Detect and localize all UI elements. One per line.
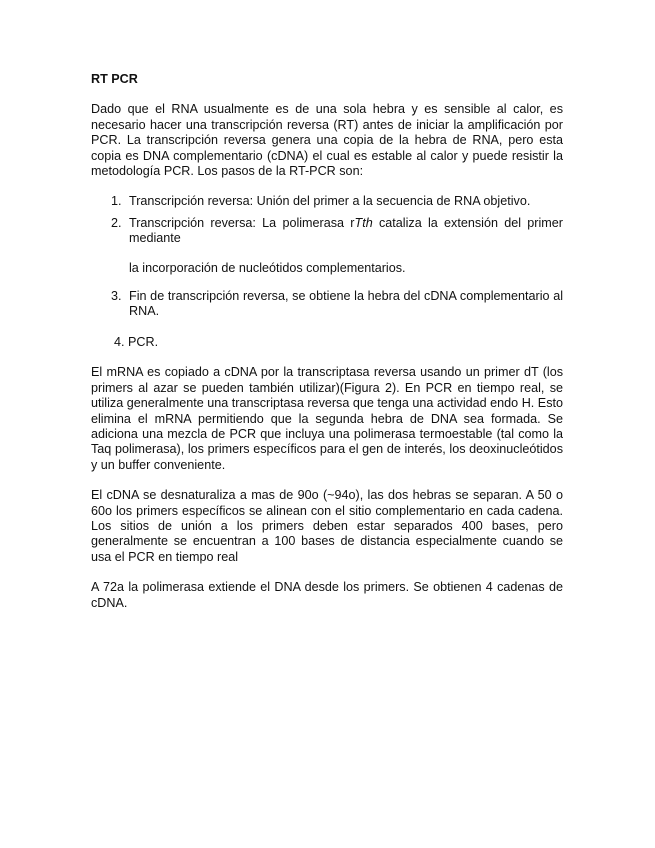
- step-text: Transcripción reversa: La polimerasa r: [129, 215, 355, 230]
- polymerase-paragraph: A 72a la polimerasa extiende el DNA desde los primers. Se obtienen 4 cadenas de cDNA.: [91, 580, 563, 610]
- rt-pcr-steps-list-continued: [91, 289, 563, 320]
- step-number: 1.: [111, 194, 122, 209]
- rt-pcr-steps-list: [91, 194, 563, 246]
- step-text: Fin de transcripción reversa, se obtiene la hebra del cDNA complementario al RNA.: [129, 289, 563, 319]
- intro-paragraph: Dado que el RNA usualmente es de una sola hebra y es sensible al calor, es necesario hacer una transcripción reversa (RT) antes de iniciar la amplificación por PCR. La transcripción reversa genera una copia de la hebra de RNA, pero esta copia es DNA complementario (cDNA) el cual es estable al calor y puede resistir la metodología PCR. Los pasos de la RT-PCR son:: [91, 102, 563, 179]
- step-number: 2.: [111, 215, 122, 230]
- document-body: [91, 72, 563, 611]
- step-text: cataliza la extensión del primer mediante: [129, 215, 563, 246]
- document-title: RT PCR: [91, 72, 138, 86]
- step-2-continuation: la incorporación de nucleótidos complementarios.: [129, 260, 406, 275]
- list-item-step-4: 4. PCR.: [114, 334, 159, 349]
- list-item-step-3: [91, 289, 563, 320]
- list-item-step-1: [91, 194, 563, 209]
- step-text-italic: Tth: [354, 215, 373, 230]
- step-number: 3.: [111, 289, 122, 304]
- mrna-paragraph: El mRNA es copiado a cDNA por la transcriptasa reversa usando un primer dT (los primers al azar se pueden también utilizar)(Figura 2). En PCR en tiempo real, se utiliza generalmente una transcriptasa reversa que tenga una actividad endo H. Esto elimina el mRNA permitiendo que la segunda hebra de DNA sea formada. Se adiciona una mezcla de PCR que incluya una polimerasa termoestable (tal como la Taq polimerasa), los primers específicos para el gen de interés, los deoxinucleótidos y un buffer conveniente.: [91, 365, 563, 472]
- cdna-paragraph: El cDNA se desnaturaliza a mas de 90o (~94o), las dos hebras se separan. A 50 o 60o los primers específicos se alinean con el sitio complementario en cada cadena. Los sitios de unión a los primers deben estar separados 400 bases, pero generalmente se encuentran a 100 bases de distancia especialmente cuando se usa el PCR en tiempo real: [91, 488, 563, 564]
- step-text: Transcripción reversa: Unión del primer a la secuencia de RNA objetivo.: [129, 194, 531, 209]
- list-item-step-2: [91, 216, 563, 247]
